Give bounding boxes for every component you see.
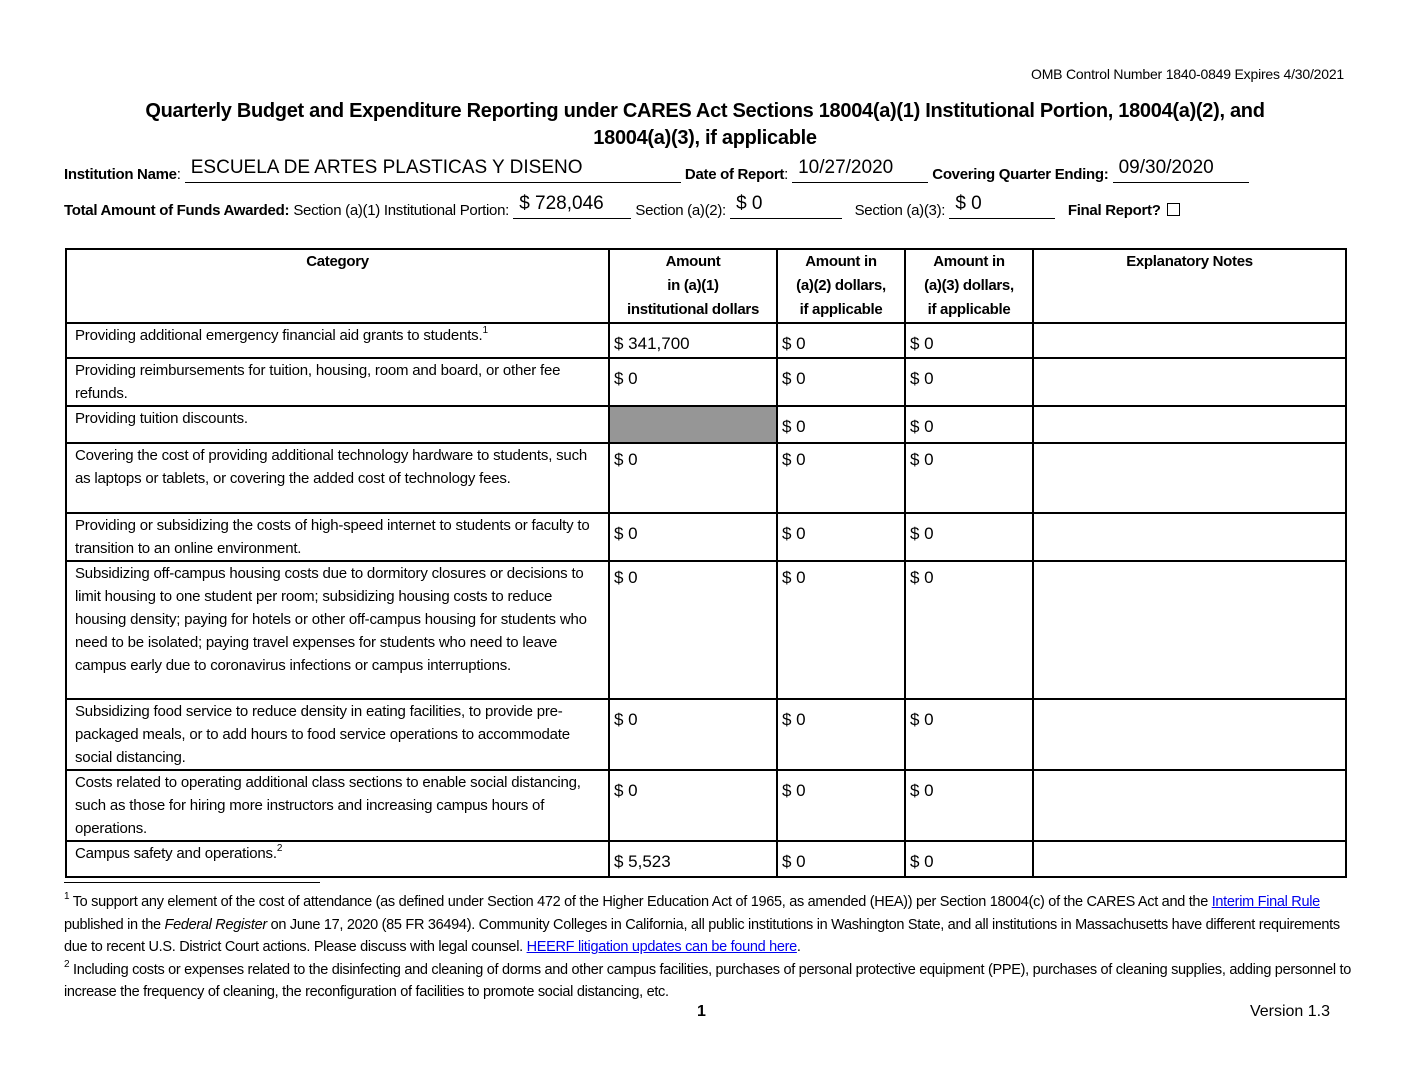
a3-cell[interactable]: $ 0 [905, 841, 1033, 877]
page-number: 1 [697, 1003, 706, 1020]
covering-quarter-field[interactable] [1113, 157, 1249, 183]
a2-cell[interactable]: $ 0 [777, 841, 905, 877]
date-of-report-field[interactable] [792, 157, 928, 183]
a1-cell[interactable]: $ 0 [609, 358, 777, 406]
a2-cell[interactable]: $ 0 [777, 699, 905, 770]
section-a2-label: Section (a)(2): [635, 202, 726, 219]
a1-cell[interactable]: $ 0 [609, 513, 777, 561]
a3-cell[interactable]: $ 0 [905, 561, 1033, 699]
category-text: Campus safety and operations. [75, 845, 277, 862]
page-title [60, 98, 1350, 152]
header-a3 [905, 249, 1033, 323]
header-a2-line: Amount in [805, 253, 877, 270]
notes-cell[interactable] [1033, 406, 1346, 443]
a1-cell[interactable]: $ 0 [609, 443, 777, 513]
category-cell [66, 323, 609, 358]
table-row [66, 770, 1346, 841]
table-row [66, 513, 1346, 561]
footnote-1-text: on June 17, 2020 (85 FR 36494). Community Colleges in California, all public institutions in Washington State, and all institutions in Massachusetts have different requirements due to recent U.S. District Court actions. Please discuss with legal counsel. [64, 916, 1340, 955]
notes-cell[interactable] [1033, 323, 1346, 358]
notes-cell[interactable] [1033, 443, 1346, 513]
institution-name-value: ESCUELA DE ARTES PLASTICAS Y DISENO [190, 157, 583, 178]
institution-row: Institution Name: ESCUELA DE ARTES PLASTICAS Y DISENO Date of Report: 10/27/2020 Covering Quarter Ending: 09/30/2020 [64, 160, 1249, 183]
header-notes: Explanatory Notes [1033, 249, 1346, 323]
a3-cell[interactable]: $ 0 [905, 699, 1033, 770]
a2-cell[interactable]: $ 0 [777, 406, 905, 443]
covering-quarter-label: Covering Quarter Ending: [932, 166, 1109, 183]
section-a2-field[interactable] [730, 193, 842, 219]
section-a3-label: Section (a)(3): [854, 202, 946, 219]
section-a1-field[interactable] [513, 193, 631, 219]
table-row [66, 841, 1346, 877]
header-a2 [777, 249, 905, 323]
notes-cell[interactable] [1033, 699, 1346, 770]
a1-cell[interactable]: $ 0 [609, 699, 777, 770]
a2-cell[interactable]: $ 0 [777, 513, 905, 561]
table-row [66, 323, 1346, 358]
institution-name-field[interactable] [185, 157, 681, 183]
category-cell: Providing or subsidizing the costs of high-speed internet to students or faculty to transition to an online environment. [66, 513, 609, 561]
section-a3-field[interactable] [949, 193, 1055, 219]
version-label: Version 1.3 [1249, 1003, 1330, 1020]
footnote-separator [64, 882, 320, 883]
header-a3-line: Amount in [933, 253, 1005, 270]
footnote-2 [64, 959, 1354, 1004]
a3-cell[interactable]: $ 0 [905, 770, 1033, 841]
table-row [66, 406, 1346, 443]
table-row [66, 358, 1346, 406]
footnote-2-mark: 2 [64, 958, 70, 970]
footnote-ref[interactable]: 2 [276, 843, 283, 854]
category-cell: Costs related to operating additional class sections to enable social distancing, such as those for hiring more instructors and increasing campus hours of operations. [66, 770, 609, 841]
footnote-1-text: To support any element of the cost of attendance (as defined under Section 472 of the Higher Education Act of 1965, as amended (HEA)) per Section 18004(c) of the CARES Act and the [69, 894, 1212, 910]
heerf-litigation-link[interactable]: HEERF litigation updates can be found here [526, 939, 797, 955]
table-row [66, 699, 1346, 770]
date-of-report-value: 10/27/2020 [798, 157, 894, 178]
a3-cell[interactable]: $ 0 [905, 358, 1033, 406]
a2-cell[interactable]: $ 0 [777, 443, 905, 513]
federal-register-text: Federal Register [164, 916, 267, 933]
a2-cell[interactable]: $ 0 [777, 561, 905, 699]
category-cell: Providing tuition discounts. [66, 406, 609, 443]
section-a3-value: $ 0 [955, 193, 982, 214]
footnote-2-text: Including costs or expenses related to the disinfecting and cleaning of dorms and other campus facilities, purchases of personal protective equipment (PPE), purchases of cleaning supplies, adding personnel to increase the frequency of cleaning, the reconfiguration of facilities to promote social distancing, etc. [64, 961, 1352, 1000]
a1-cell[interactable]: $ 5,523 [609, 841, 777, 877]
section-a1-value: $ 728,046 [519, 193, 604, 214]
date-of-report-label: Date of Report [684, 166, 785, 183]
funds-row [64, 193, 1180, 219]
notes-cell[interactable] [1033, 841, 1346, 877]
a3-cell[interactable]: $ 0 [905, 406, 1033, 443]
final-report-label: Final Report? [1067, 202, 1161, 219]
table-row [66, 443, 1346, 513]
header-category: Category [66, 249, 609, 323]
title-line-2: 18004(a)(3), if applicable [593, 127, 817, 149]
table-header-row [66, 249, 1346, 323]
a3-cell[interactable]: $ 0 [905, 323, 1033, 358]
total-funds-label: Total Amount of Funds Awarded: [64, 202, 290, 219]
budget-table [65, 248, 1347, 878]
section-a2-value: $ 0 [736, 193, 763, 214]
header-a1-line: institutional dollars [626, 301, 760, 318]
a2-cell[interactable]: $ 0 [777, 770, 905, 841]
a2-cell[interactable]: $ 0 [777, 323, 905, 358]
notes-cell[interactable] [1033, 561, 1346, 699]
a2-cell[interactable]: $ 0 [777, 358, 905, 406]
header-a3-line: (a)(3) dollars, [924, 277, 1014, 294]
covering-quarter-value: 09/30/2020 [1118, 157, 1214, 178]
footnote-1-mark: 1 [64, 891, 70, 902]
header-a2-line: if applicable [799, 301, 883, 318]
header-a1 [609, 249, 777, 323]
header-a3-line: if applicable [927, 301, 1011, 318]
notes-cell[interactable] [1033, 770, 1346, 841]
notes-cell[interactable] [1033, 358, 1346, 406]
category-cell: Covering the cost of providing additional technology hardware to students, such as laptops or tablets, or covering the added cost of technology fees. [66, 443, 609, 513]
section-a1-label: Section (a)(1) Institutional Portion: [293, 202, 510, 219]
a1-cell[interactable]: $ 341,700 [609, 323, 777, 358]
footnote-1 [64, 891, 1354, 959]
header-a1-line: Amount [665, 253, 721, 270]
header-a2-line: (a)(2) dollars, [796, 277, 886, 294]
category-text: Providing additional emergency financial aid grants to students. [75, 327, 483, 344]
footnote-1-text: published in the [64, 916, 165, 933]
header-a1-line: in (a)(1) [667, 277, 719, 294]
title-line-1: Quarterly Budget and Expenditure Reporting under CARES Act Sections 18004(a)(1) Institutional Portion, 18004(a)(2), and [145, 100, 1265, 122]
footnotes [64, 891, 1354, 1004]
category-cell: Subsidizing food service to reduce density in eating facilities, to provide pre-packaged meals, or to add hours to food service operations to accommodate social distancing. [66, 699, 609, 770]
category-cell: Subsidizing off-campus housing costs due to dormitory closures or decisions to limit housing to one student per room; subsidizing housing costs to reduce housing density; paying for hotels or other off-campus housing for students who need to be isolated; paying travel expenses for students who need to leave campus early due to coronavirus infections or campus interruptions. [66, 561, 609, 699]
a3-cell[interactable]: $ 0 [905, 513, 1033, 561]
a1-cell[interactable]: $ 0 [609, 561, 777, 699]
interim-final-rule-link[interactable]: Interim Final Rule [1211, 894, 1320, 910]
table-row [66, 561, 1346, 699]
footnote-ref[interactable]: 1 [482, 325, 488, 336]
category-cell: Providing reimbursements for tuition, housing, room and board, or other fee refunds. [66, 358, 609, 406]
category-cell [66, 841, 609, 877]
final-report-checkbox[interactable] [1167, 203, 1180, 216]
a1-cell[interactable]: $ 0 [609, 770, 777, 841]
notes-cell[interactable] [1033, 513, 1346, 561]
institution-name-label: Institution Name [64, 166, 177, 183]
a3-cell[interactable]: $ 0 [905, 443, 1033, 513]
a1-cell-disabled [609, 406, 777, 443]
footnote-1-text: . [796, 939, 801, 955]
omb-control-number: OMB Control Number 1840-0849 Expires 4/30/2021 [1031, 66, 1344, 82]
